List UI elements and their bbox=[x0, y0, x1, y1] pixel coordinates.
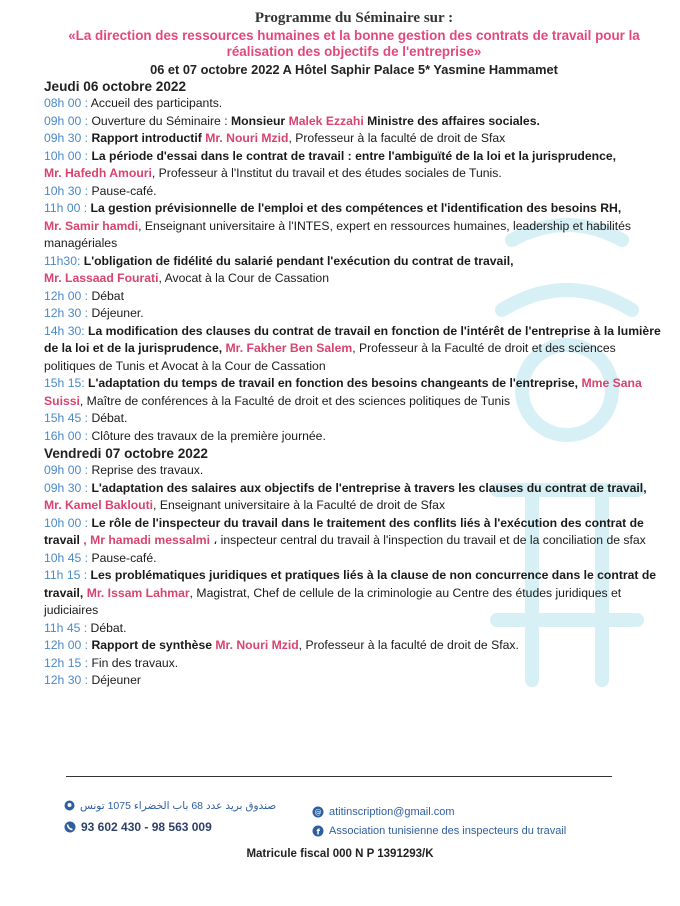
agenda-text: Les problématiques juridiques et pratiques liés à la clause de non concurrence dans le contrat de travail, bbox=[44, 568, 657, 600]
address-text: صندوق بريد عدد 68 باب الخضراء 1075 تونس bbox=[80, 800, 277, 812]
agenda-text: ، inspecteur central du travail à l'inspection du travail et de la conciliation de sfax bbox=[209, 533, 646, 547]
speaker-name: , Mr hamadi messalmi bbox=[83, 533, 210, 547]
date-and-venue: 06 et 07 octobre 2022 A Hôtel Saphir Palace 5* Yasmine Hammamet bbox=[150, 62, 558, 77]
seminar-theme-line-1: «La direction des ressources humaines et la bonne gestion des contrats de travail pour la bbox=[68, 28, 640, 43]
agenda-item bbox=[44, 305, 664, 323]
agenda-text: Déjeuner. bbox=[88, 306, 144, 320]
agenda-time: 14h 30: bbox=[44, 323, 85, 338]
facebook-contact[interactable] bbox=[312, 825, 566, 837]
agenda-text: Déjeuner bbox=[88, 673, 141, 687]
agenda-item bbox=[44, 113, 664, 131]
agenda-time: 09h 00 : bbox=[44, 463, 89, 477]
agenda-item bbox=[44, 375, 664, 410]
agenda-time: 12h 00 : bbox=[44, 638, 89, 652]
agenda-list bbox=[44, 95, 664, 445]
agenda-time: 11h 00 : bbox=[44, 201, 88, 215]
seminar-theme-line-2: réalisation des objectifs de l'entreprise» bbox=[226, 44, 482, 59]
speaker-name: Mr. Fakher Ben Salem bbox=[225, 341, 353, 355]
agenda-text: , Professeur à la faculté de droit de Sfax. bbox=[298, 638, 519, 652]
phone-text: 93 602 430 - 98 563 009 bbox=[81, 820, 212, 834]
location-icon bbox=[64, 800, 75, 812]
agenda-item bbox=[44, 637, 664, 655]
svg-text:@: @ bbox=[314, 808, 322, 817]
page-title: Programme du Séminaire sur : bbox=[254, 10, 454, 26]
agenda-time: 12h 30 : bbox=[44, 306, 89, 320]
agenda-item bbox=[44, 515, 664, 550]
agenda-text: , Professeur à l'Institut du travail et des études sociales de Tunis. bbox=[151, 166, 502, 180]
facebook-text[interactable]: Association tunisienne des inspecteurs du travail bbox=[329, 825, 567, 837]
agenda-text: Débat. bbox=[88, 411, 128, 425]
email-icon bbox=[312, 806, 324, 818]
agenda-text: La gestion prévisionnelle de l'emploi et des compétences et l'identification des besoins RH, bbox=[87, 201, 622, 215]
agenda-item bbox=[44, 200, 664, 253]
phone-contact bbox=[64, 820, 212, 834]
speaker-name: Mr. Issam Lahmar bbox=[86, 585, 190, 600]
speaker-name: Mr. Nouri Mzid bbox=[215, 638, 299, 652]
agenda-text: Rapport introductif bbox=[88, 131, 206, 145]
agenda-text: , Professeur à la faculté de droit de Sfax bbox=[288, 131, 506, 145]
agenda-item bbox=[44, 428, 664, 446]
agenda-item bbox=[44, 323, 664, 376]
speaker-name: Mme Sana Suissi bbox=[44, 376, 642, 408]
agenda-time: 10h 00 : bbox=[44, 148, 89, 163]
agenda-text: Débat bbox=[88, 288, 124, 303]
agenda-text: , Avocat à la Cour de Cassation bbox=[158, 271, 329, 285]
agenda-text: L'adaptation des salaires aux objectifs de l'entreprise à travers les clauses du contrat de travail, bbox=[88, 480, 647, 495]
agenda-text: La modification des clauses du contrat de travail en fonction de l'intérêt de l'entreprise à la lumière de la loi et de la jurisprudence, bbox=[44, 323, 661, 355]
agenda-text: La période d'essai dans le contrat de travail : entre l'ambiguïté de la loi et la jurisprudence, bbox=[88, 148, 617, 163]
agenda-time: 09h 30 : bbox=[44, 480, 89, 495]
agenda-time: 12h 15 : bbox=[44, 655, 89, 670]
programme-days bbox=[44, 78, 664, 690]
programme-page bbox=[44, 10, 664, 690]
agenda-time: 11h 45 : bbox=[44, 620, 88, 635]
agenda-text: Monsieur bbox=[231, 113, 289, 128]
agenda-time: 12h 00 : bbox=[44, 288, 89, 303]
speaker-name: Mr. Samir hamdi bbox=[44, 218, 139, 233]
speaker-name: Malek Ezzahi bbox=[288, 113, 364, 128]
agenda-time: 15h 45 : bbox=[44, 411, 89, 425]
agenda-time: 15h 15: bbox=[44, 376, 85, 390]
agenda-item bbox=[44, 183, 664, 201]
address-contact bbox=[64, 800, 276, 812]
agenda-time: 12h 30 : bbox=[44, 673, 89, 687]
agenda-item bbox=[44, 288, 664, 306]
day-heading: Jeudi 06 octobre 2022 bbox=[44, 79, 187, 94]
email-contact[interactable] bbox=[312, 806, 455, 818]
day-heading: Vendredi 07 octobre 2022 bbox=[44, 446, 208, 461]
agenda-text: Clôture des travaux de la première journée. bbox=[88, 428, 326, 443]
agenda-item bbox=[44, 655, 664, 673]
speaker-name: Mr. Kamel Baklouti bbox=[44, 498, 154, 512]
agenda-text: , Enseignant universitaire à l'INTES, expert en ressources humaines, leadership et habilités managériales bbox=[44, 218, 631, 250]
agenda-item bbox=[44, 148, 664, 183]
agenda-time: 10h 00 : bbox=[44, 515, 89, 530]
agenda-item bbox=[44, 480, 664, 515]
agenda-item bbox=[44, 462, 664, 480]
agenda-item bbox=[44, 95, 664, 113]
agenda-item bbox=[44, 410, 664, 428]
agenda-item bbox=[44, 253, 664, 288]
agenda-text: , Magistrat, Chef de cellule de la criminologie au Centre des études juridiques et judiciaires bbox=[44, 585, 622, 617]
agenda-text: Ministre des affaires sociales. bbox=[363, 113, 540, 128]
agenda-time: 11h 15 : bbox=[44, 568, 88, 582]
phone-icon bbox=[64, 821, 76, 833]
agenda-time: 16h 00 : bbox=[44, 428, 89, 443]
agenda-text: Ouverture du Séminaire : bbox=[88, 113, 231, 128]
agenda-list bbox=[44, 462, 664, 690]
facebook-icon bbox=[312, 825, 324, 837]
agenda-text: Fin des travaux. bbox=[88, 655, 179, 670]
speaker-name: Mr. Lassaad Fourati bbox=[44, 271, 159, 285]
agenda-time: 11h30: bbox=[44, 253, 81, 268]
speaker-name: Mr. Nouri Mzid bbox=[205, 131, 289, 145]
agenda-item bbox=[44, 567, 664, 620]
agenda-text: Pause-café. bbox=[88, 183, 157, 198]
agenda-text: L'adaptation du temps de travail en fonction des besoins changeants de l'entreprise, bbox=[84, 376, 582, 390]
svg-text:f: f bbox=[316, 827, 321, 837]
agenda-text: Le rôle de l'inspecteur du travail dans le traitement des conflits liés à l'exécution des contrat de travail bbox=[44, 515, 644, 547]
speaker-name: Mr. Hafedh Amouri bbox=[44, 166, 152, 180]
agenda-item bbox=[44, 550, 664, 568]
fiscal-number: Matricule fiscal 000 N P 1391293/K bbox=[246, 848, 434, 860]
footer-divider bbox=[66, 776, 612, 777]
agenda-time: 09h 30 : bbox=[44, 131, 89, 145]
agenda-item bbox=[44, 130, 664, 148]
agenda-text: Débat. bbox=[87, 620, 127, 635]
agenda-text: L'obligation de fidélité du salarié pendant l'exécution du contrat de travail, bbox=[80, 253, 514, 268]
agenda-item bbox=[44, 620, 664, 638]
agenda-item bbox=[44, 672, 664, 690]
agenda-text: , Enseignant universitaire à la Faculté de droit de Sfax bbox=[153, 498, 446, 512]
agenda-time: 10h 30 : bbox=[44, 183, 89, 198]
agenda-time: 09h 00 : bbox=[44, 113, 89, 128]
agenda-text: Pause-café. bbox=[88, 550, 157, 565]
agenda-text: Accueil des participants. bbox=[88, 96, 223, 110]
agenda-time: 08h 00 : bbox=[44, 96, 89, 110]
email-text[interactable]: atitinscription@gmail.com bbox=[329, 806, 455, 818]
agenda-text: Reprise des travaux. bbox=[88, 463, 204, 477]
agenda-text: Rapport de synthèse bbox=[88, 638, 216, 652]
agenda-text: , Maître de conférences à la Faculté de droit et des sciences politiques de Tunis bbox=[79, 393, 511, 408]
agenda-time: 10h 45 : bbox=[44, 550, 89, 565]
agenda-text: , Professeur à la Faculté de droit et des sciences politiques de Tunis et Avocat à la Cour de Cassation bbox=[44, 341, 616, 373]
